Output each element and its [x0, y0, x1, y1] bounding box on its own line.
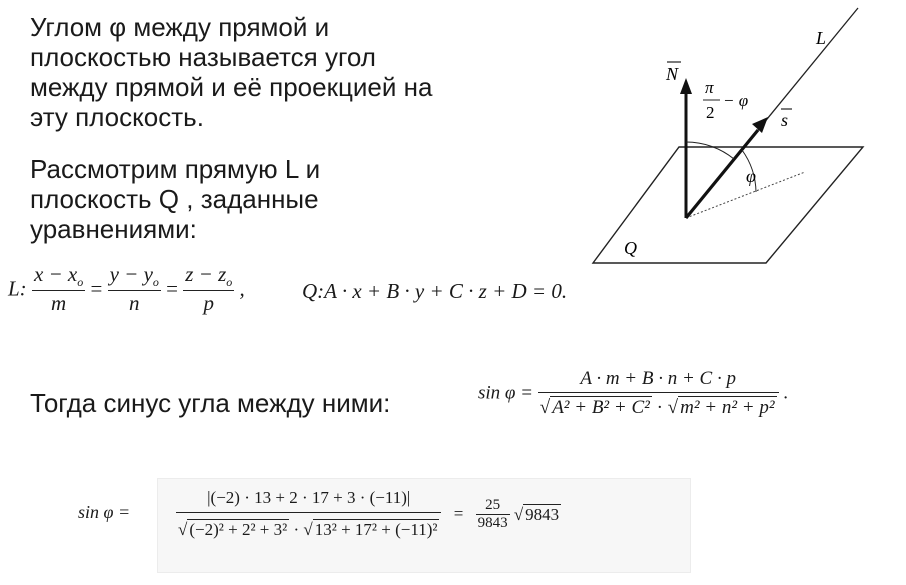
- sine-formula-fraction: [538, 368, 779, 419]
- fraction-z: [183, 262, 234, 316]
- label-l: L: [816, 28, 827, 48]
- example-numerator: |(−2) · 13 + 2 · 17 + 3 · (−11)|: [207, 488, 411, 507]
- example-result-num: 25: [485, 496, 501, 513]
- consider-line-3: уравнениями:: [30, 214, 197, 244]
- example-formula: [176, 488, 561, 540]
- example-radical-1: √: [178, 520, 188, 539]
- fraction-x: [32, 262, 85, 316]
- y-sub: o: [152, 275, 159, 290]
- y-denominator: n: [108, 290, 161, 316]
- eq-sign-1: =: [90, 276, 103, 301]
- example-fraction: [176, 488, 441, 540]
- example-result-fraction: [476, 497, 510, 532]
- x-numerator: x − x: [33, 262, 78, 286]
- example-result-root: 9843: [525, 504, 560, 524]
- eq-sign-2: =: [166, 276, 178, 301]
- label-minus-phi: − φ: [723, 91, 749, 110]
- label-s: s: [781, 110, 789, 130]
- line-eq-prefix: L:: [8, 276, 27, 301]
- label-phi: φ: [746, 166, 756, 186]
- example-radical-2: √: [303, 520, 313, 539]
- sine-formula: [478, 368, 788, 419]
- sine-formula-lhs: sin φ =: [478, 382, 534, 404]
- sine-formula-dot: ·: [656, 397, 663, 418]
- fraction-y: [108, 262, 161, 316]
- sine-formula-end: .: [783, 382, 789, 404]
- sine-formula-numerator: A · m + B · n + C · p: [580, 368, 736, 389]
- y-numerator: y − y: [109, 262, 153, 286]
- definition-line-4: эту плоскость.: [30, 102, 204, 132]
- label-pi: π: [705, 78, 714, 97]
- z-numerator: z − z: [185, 262, 227, 286]
- radical-sign-2: √: [667, 397, 679, 418]
- sine-formula-den-2: m² + n² + p²: [680, 397, 775, 418]
- plane-equation: Q:A · x + B · y + C · z + D = 0.: [302, 279, 568, 303]
- example-result-den: 9843: [477, 514, 508, 531]
- example-den-2: 13² + 17² + (−11)²: [314, 520, 438, 539]
- example-eq: =: [453, 504, 464, 523]
- sine-formula-den-1: A² + B² + C²: [552, 397, 650, 418]
- example-lhs: [78, 502, 130, 523]
- line-equation: [8, 262, 245, 316]
- example-dot: ·: [293, 520, 300, 539]
- x-denominator: m: [32, 290, 85, 316]
- definition-line-3: между прямой и её проекцией на: [30, 72, 433, 102]
- definition-line-1: Углом φ между прямой и: [30, 12, 330, 42]
- z-denominator: p: [183, 290, 234, 316]
- arc-pi-over-2-minus-phi: [686, 142, 734, 159]
- label-n: N: [666, 64, 679, 84]
- z-sub: o: [226, 275, 233, 290]
- definition-line-2: плоскостью называется угол: [30, 42, 376, 72]
- label-two: 2: [706, 103, 715, 122]
- consider-line-1: Рассмотрим прямую L и: [30, 154, 321, 184]
- sine-sentence: Тогда синус угла между ними:: [30, 388, 391, 418]
- example-lhs-text: sin φ =: [78, 502, 131, 522]
- line-eq-comma: ,: [239, 276, 245, 301]
- label-q: Q: [624, 238, 637, 258]
- example-result-radical: √ 9843: [513, 504, 560, 524]
- x-sub: o: [77, 275, 84, 290]
- direction-arrowhead: [752, 117, 768, 133]
- normal-arrowhead: [680, 78, 692, 94]
- consider-line-2: плоскость Q , заданные: [30, 184, 319, 214]
- example-den-1: (−2)² + 2² + 3²: [189, 520, 288, 539]
- radical-sign-1: √: [539, 397, 551, 418]
